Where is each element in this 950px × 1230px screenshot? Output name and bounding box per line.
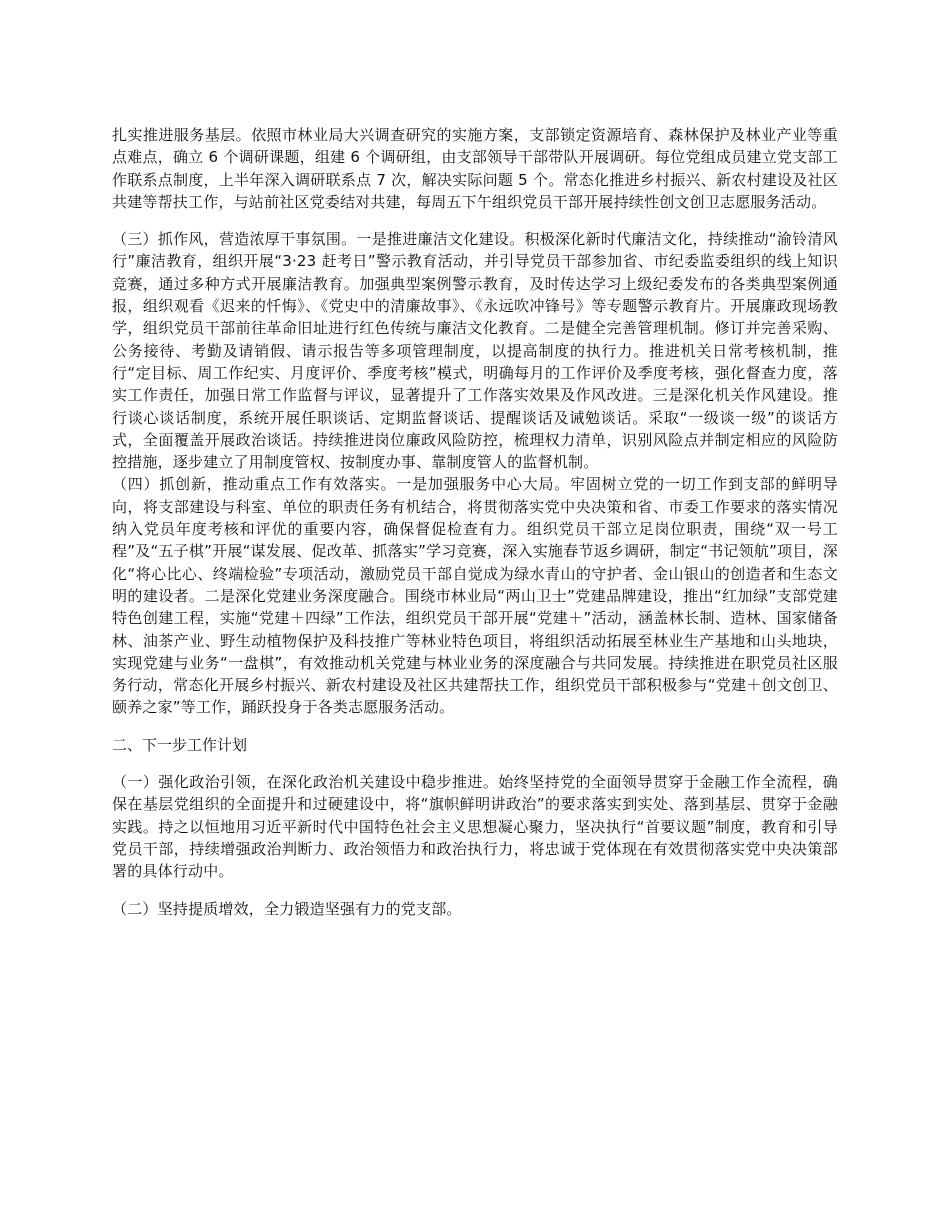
- paragraph-innovation: （四）抓创新，推动重点工作有效落实。一是加强服务中心大局。牢固树立党的一切工作到支部的鲜明导向，将支部建设与科室、单位的职责任务有机结合，将贯彻落实党中央决策和省、市委工作要求的落实情况纳入党员年度考核和评优的重要内容，确保督促检查有力。组织党员干部立足岗位职责，围绕“双一号工程”及“五子棋”开展“谋发展、促改革、抓落实”学习竞赛，深入实施春节返乡调研，制定“书记领航”项目，深化“将心比心、终端检验”专项活动，激励党员干部自觉成为绿水青山的守护者、金山银山的创造者和生态文明的建设者。二是深化党建业务深度融合。围绕市林业局“两山卫士”党建品牌建设，推出“红加绿”支部党建特色创建工程，实施“党建＋四绿”工作法，组织党员干部开展“党建＋”活动，涵盖林长制、造林、国家储备林、油茶产业、野生动植物保护及科技推广等林业特色项目，将组织活动拓展至林业生产基地和山头地块，实现党建与业务“一盘棋”，有效推动机关党建与林业业务的深度融合与共同发展。持续推进在职党员社区服务行动，常态化开展乡村振兴、新农村建设及社区共建帮扶工作，组织党员干部积极参与“党建＋创文创卫、颐养之家”等工作，踊跃投身于各类志愿服务活动。: [112, 475, 838, 717]
- document-body: [112, 124, 838, 935]
- paragraph-quality-efficiency: （二）坚持提质增效，全力锻造坚强有力的党支部。: [112, 899, 462, 918]
- paragraph-work-style: （三）抓作风，营造浓厚干事氛围。一是推进廉洁文化建设。积极深化新时代廉洁文化，持续推动“渝铃清风行”廉洁教育，组织开展“3·23 赶考日”警示教育活动，并引导党员干部参加省、市纪委监委组织的线上知识竞赛，通过多种方式开展廉洁教育。加强典型案例警示教育，及时传达学习上级纪委发布的各类典型案例通报，组织观看《迟来的忏悔》、《党史中的清廉故事》、《永远吹冲锋号》等专题警示教育片。开展廉政现场教学，组织党员干部前往革命旧址进行红色传统与廉洁文化教育。二是健全完善管理机制。修订并完善采购、公务接待、考勤及请销假、请示报告等多项管理制度，以提高制度的执行力。推进机关日常考核机制，推行“定目标、周工作纪实、月度评价、季度考核”模式，明确每月的工作评价及季度考核，强化督查力度，落实工作责任，加强日常工作监督与评议，显著提升了工作落实效果及作风改进。三是深化机关作风建设。推行谈心谈话制度，系统开展任职谈话、定期监督谈话、提醒谈话及诫勉谈话。采取“一级谈一级”的谈话方式，全面覆盖开展政治谈话。持续推进岗位廉政风险防控，梳理权力清单，识别风险点并制定相应的风险防控措施，逐步建立了用制度管权、按制度办事、靠制度管人的监督机制。: [112, 230, 838, 472]
- paragraph-service-grassroots: 扎实推进服务基层。依照市林业局大兴调查研究的实施方案，支部锁定资源培育、森林保护及林业产业等重点难点，确立 6 个调研课题，组建 6 个调研组，由支部领导干部带队开展调研。每位党组成员建立党支部工作联系点制度，上半年深入调研联系点 7 次，解决实际问题 5 个。常态化推进乡村振兴、新农村建设及社区共建等帮扶工作，与站前社区党委结对共建，每周五下午组织党员干部开展持续性创文创卫志愿服务活动。: [112, 126, 838, 211]
- paragraph-political-leadership: （一）强化政治引领，在深化政治机关建设中稳步推进。始终坚持党的全面领导贯穿于金融工作全流程，确保在基层党组织的全面提升和过硬建设中，将“旗帜鲜明讲政治”的要求落实到实处、落到基层、贯穿于金融实践。持之以恒地用习近平新时代中国特色社会主义思想凝心聚力，坚决执行“首要议题”制度，教育和引导党员干部，持续增强政治判断力、政治领悟力和政治执行力，将忠诚于党体现在有效贯彻落实党中央决策部署的具体行动中。: [112, 773, 838, 881]
- section-heading-next-plan: 二、下一步工作计划: [112, 735, 248, 754]
